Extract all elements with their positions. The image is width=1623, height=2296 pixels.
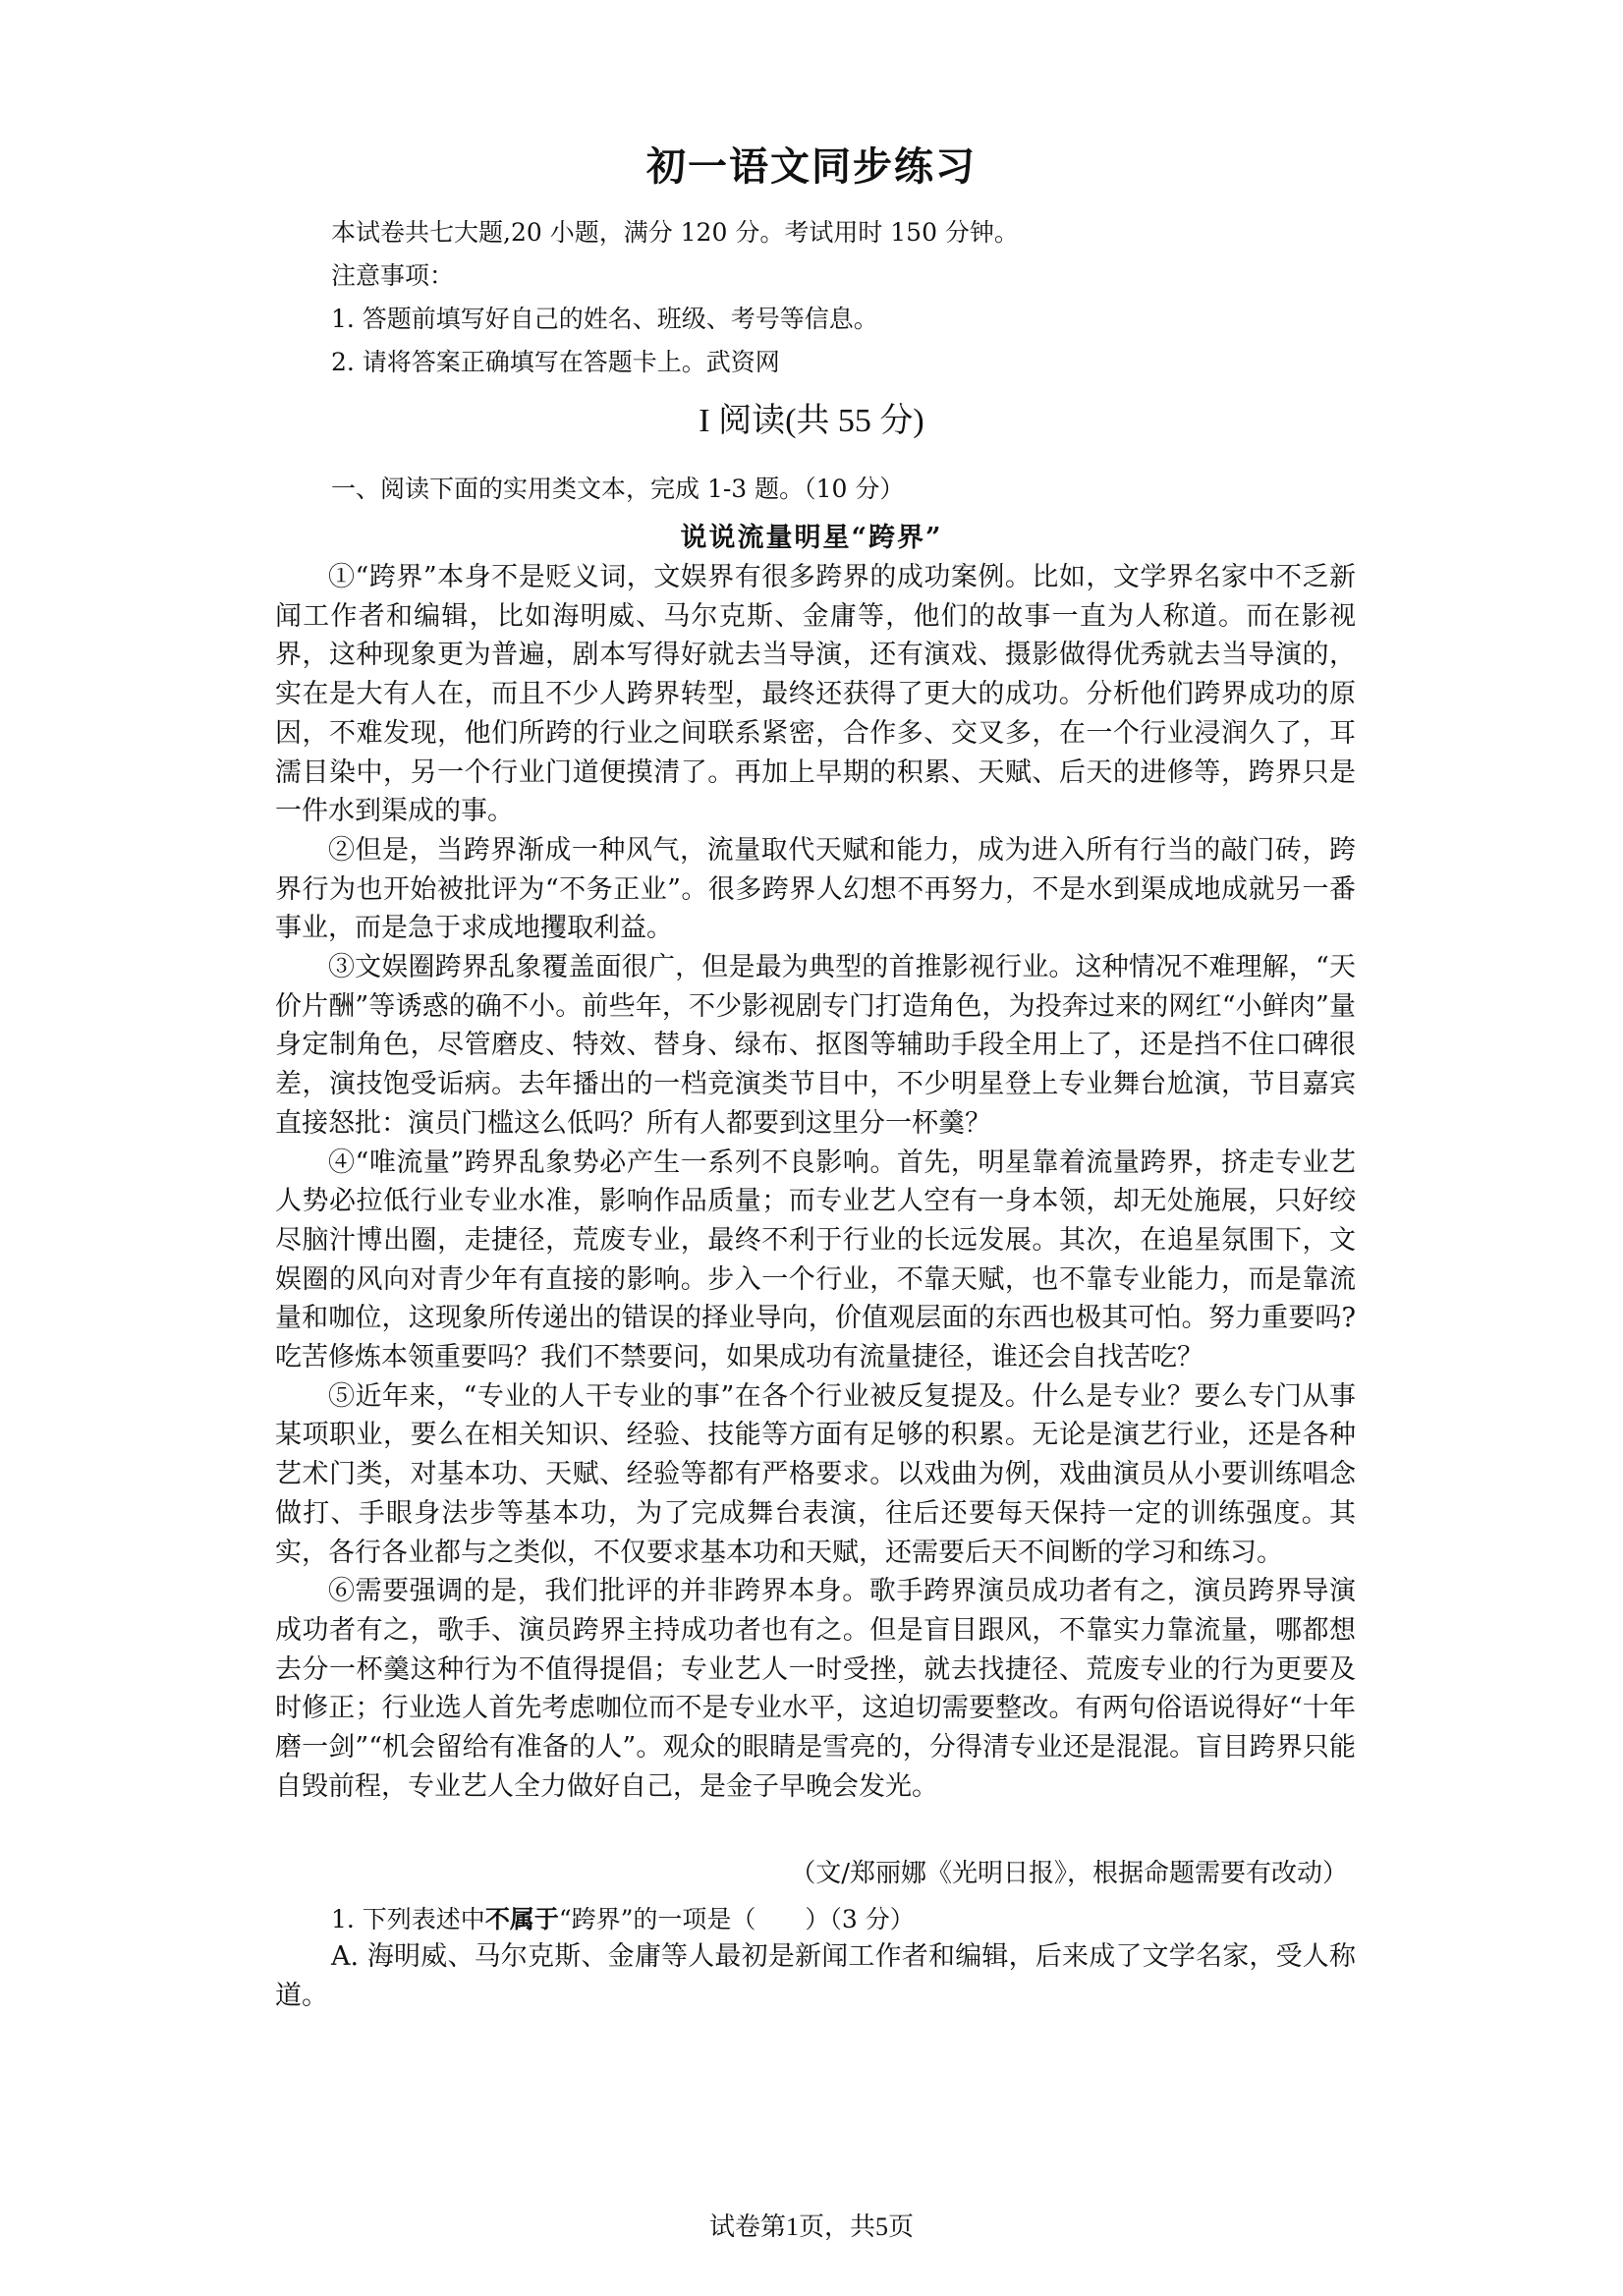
- page-title: 初一语文同步练习: [646, 144, 977, 190]
- question-1-option-a: A. 海明威、马尔克斯、金庸等人最初是新闻工作者和编辑，后来成了文学名家，受人称道。: [275, 1941, 1356, 2011]
- article-paragraph-6: ⑥需要强调的是，我们批评的并非跨界本身。歌手跨界演员成功者有之，演员跨界导演成功者有之，歌手、演员跨界主持成功者也有之。但是盲目跟风，不靠实力靠流量，哪都想去分一杯羹这种行为不值得提倡；专业艺人一时受挫，就去找捷径、荒废专业的行为更要及时修正；行业选人首先考虑咖位而不是专业水平，这迫切需要整改。有两句俗语说得好“十年磨一剑”“机会留给有准备的人”。观众的眼睛是雪亮的，分得清专业还是混混。盲目跨界只能自毁前程，专业艺人全力做好自己，是金子早晚会发光。: [275, 1576, 1356, 1802]
- article-paragraph-5: ⑤近年来，“专业的人干专业的事”在各个行业被反复提及。什么是专业？要么专门从事某项职业，要么在相关知识、经验、技能等方面有足够的积累。无论是演艺行业，还是各种艺术门类，对基本功、天赋、经验等都有严格要求。以戏曲为例，戏曲演员从小要训练唱念做打、手眼身法步等基本功，为了完成舞台表演，往后还要每天保持一定的训练强度。其实，各行各业都与之类似，不仅要求基本功和天赋，还需要后天不间断的学习和练习。: [275, 1380, 1356, 1568]
- article-body: [275, 558, 1356, 1807]
- section-heading: I 阅读(共 55 分): [699, 403, 924, 439]
- note-item-1: 1. 答题前填写好自己的姓名、班级、考号等信息。: [331, 305, 878, 333]
- page-footer: 试卷第1页，共5页: [708, 2212, 914, 2241]
- question-group-intro: 一、阅读下面的实用类文本，完成 1-3 题。（10 分）: [331, 475, 905, 503]
- exam-instructions: [331, 211, 1019, 384]
- note-item-2: 2. 请将答案正确填写在答题卡上。武资网: [331, 348, 780, 376]
- question-1-suffix: “跨界”的一项是（ ）（3 分）: [558, 1905, 915, 1933]
- article-paragraph-2: ②但是，当跨界渐成一种风气，流量取代天赋和能力，成为进入所有行当的敲门砖，跨界行为也开始被批评为“不务正业”。很多跨界人幻想不再努力，不是水到渠成地成就另一番事业，而是急于求成地攫取利益。: [275, 834, 1356, 944]
- question-1-prefix: 1. 下列表述中: [331, 1905, 485, 1933]
- article-title: 说说流量明星“跨界”: [680, 523, 943, 553]
- question-1-emphasis: 不属于: [484, 1905, 559, 1933]
- exam-summary: 本试卷共七大题,20 小题，满分 120 分。考试用时 150 分钟。: [331, 218, 1019, 247]
- article-paragraph-3: ③文娱圈跨界乱象覆盖面很广，但是最为典型的首推影视行业。这种情况不难理解，“天价片酬”等诱惑的确不小。前些年，不少影视剧专门打造角色，为投奔过来的网红“小鲜肉”量身定制角色，尽管磨皮、特效、替身、绿布、抠图等辅助手段全用上了，还是挡不住口碑很差，演技饱受诟病。去年播出的一档竞演类节目中，不少明星登上专业舞台尬演，节目嘉宾直接怒批：演员门槛这么低吗？所有人都要到这里分一杯羹？: [275, 952, 1356, 1139]
- article-paragraph-1: ①“跨界”本身不是贬义词，文娱界有很多跨界的成功案例。比如，文学界名家中不乏新闻工作者和编辑，比如海明威、马尔克斯、金庸等，他们的故事一直为人称道。而在影视界，这种现象更为普遍，剧本写得好就去当导演，还有演戏、摄影做得优秀就去当导演的，实在是大有人在，而且不少人跨界转型，最终还获得了更大的成功。分析他们跨界成功的原因，不难发现，他们所跨的行业之间联系紧密，合作多、交叉多，在一个行业浸润久了，耳濡目染中，另一个行业门道便摸清了。再加上早期的积累、天赋、后天的进修等，跨界只是一件水到渠成的事。: [275, 562, 1356, 827]
- question-1: [331, 1900, 915, 1935]
- article-source: （文/郑丽娜《光明日报》，根据命题需要有改动）: [790, 1859, 1348, 1888]
- article-paragraph-4: ④“唯流量”跨界乱象势必产生一系列不良影响。首先，明星靠着流量跨界，挤走专业艺人势必拉低行业专业水准，影响作品质量；而专业艺人空有一身本领，却无处施展，只好绞尽脑汁博出圈，走捷径，荒废专业，最终不利于行业的长远发展。其次，在追星氛围下，文娱圈的风向对青少年有直接的影响。步入一个行业，不靠天赋，也不靠专业能力，而是靠流量和咖位，这现象所传递出的错误的择业导向，价值观层面的东西也极其可怕。努力重要吗?吃苦修炼本领重要吗？我们不禁要问，如果成功有流量捷径，谁还会自找苦吃？: [275, 1147, 1356, 1373]
- notes-heading: 注意事项：: [331, 261, 455, 290]
